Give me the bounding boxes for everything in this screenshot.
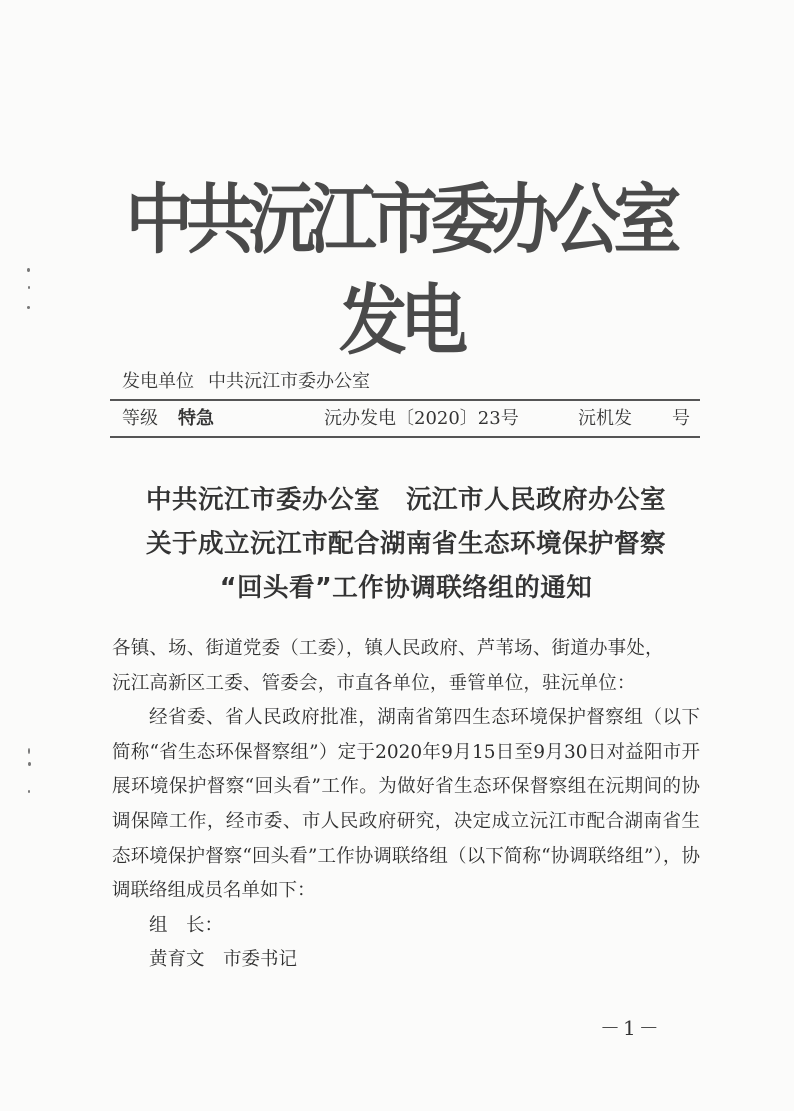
scan-speck bbox=[28, 762, 31, 766]
page-number: －1－ bbox=[600, 1016, 662, 1040]
title-line: 关于成立沅江市配合湖南省生态环境保护督察 bbox=[145, 529, 666, 559]
scan-speck bbox=[28, 790, 30, 793]
addressee-line: 沅江高新区工委、管委会，市直各单位，垂管单位，驻沅单位： bbox=[112, 672, 636, 694]
document-number: 沅办发电〔2020〕23号 bbox=[324, 408, 519, 429]
machine-number-label: 沅机发 bbox=[578, 408, 632, 429]
meta-row bbox=[110, 404, 700, 434]
header-rule-bottom bbox=[110, 436, 700, 438]
scan-speck bbox=[27, 268, 30, 272]
header-rule-top bbox=[110, 399, 700, 401]
group-leader-label: 组 长： bbox=[149, 914, 224, 936]
body-paragraph: 经省委、省人民政府批准，湖南省第四生态环境保护督察组（以下简称“省生态环保督察组”）定于2020年9月15日至9月30日对益阳市开展环境保护督察“回头看”工作。为做好省生态环保督察组在沅期间的协调保障工作，经市委、市人民政府研究，决定成立沅江市配合湖南省生态环境保护督察“回头看”工作协调联络组（以下简称“协调联络组”），协调联络组成员名单如下： bbox=[112, 707, 700, 902]
scan-speck bbox=[27, 306, 30, 309]
grade-label: 等级 bbox=[122, 408, 158, 429]
sender-line bbox=[122, 367, 370, 393]
document-body bbox=[112, 632, 700, 978]
title-line: “回头看”工作协调联络组的通知 bbox=[219, 573, 593, 603]
scan-speck bbox=[28, 748, 30, 754]
machine-number-suffix: 号 bbox=[672, 408, 690, 429]
grade-value: 特急 bbox=[178, 408, 214, 429]
masthead-title: 中共沅江市委办公室发电 bbox=[125, 176, 675, 367]
title-line: 中共沅江市委办公室 沅江市人民政府办公室 bbox=[145, 485, 666, 515]
scan-speck bbox=[28, 286, 30, 289]
addressee-line: 各镇、场、街道党委（工委），镇人民政府、芦苇场、街道办事处， bbox=[112, 638, 664, 659]
leader-entry: 黄育文 市委书记 bbox=[149, 949, 298, 971]
sender-label: 发电单位 bbox=[122, 371, 194, 392]
sender-value: 中共沅江市委办公室 bbox=[208, 371, 370, 392]
document-title bbox=[96, 478, 716, 610]
